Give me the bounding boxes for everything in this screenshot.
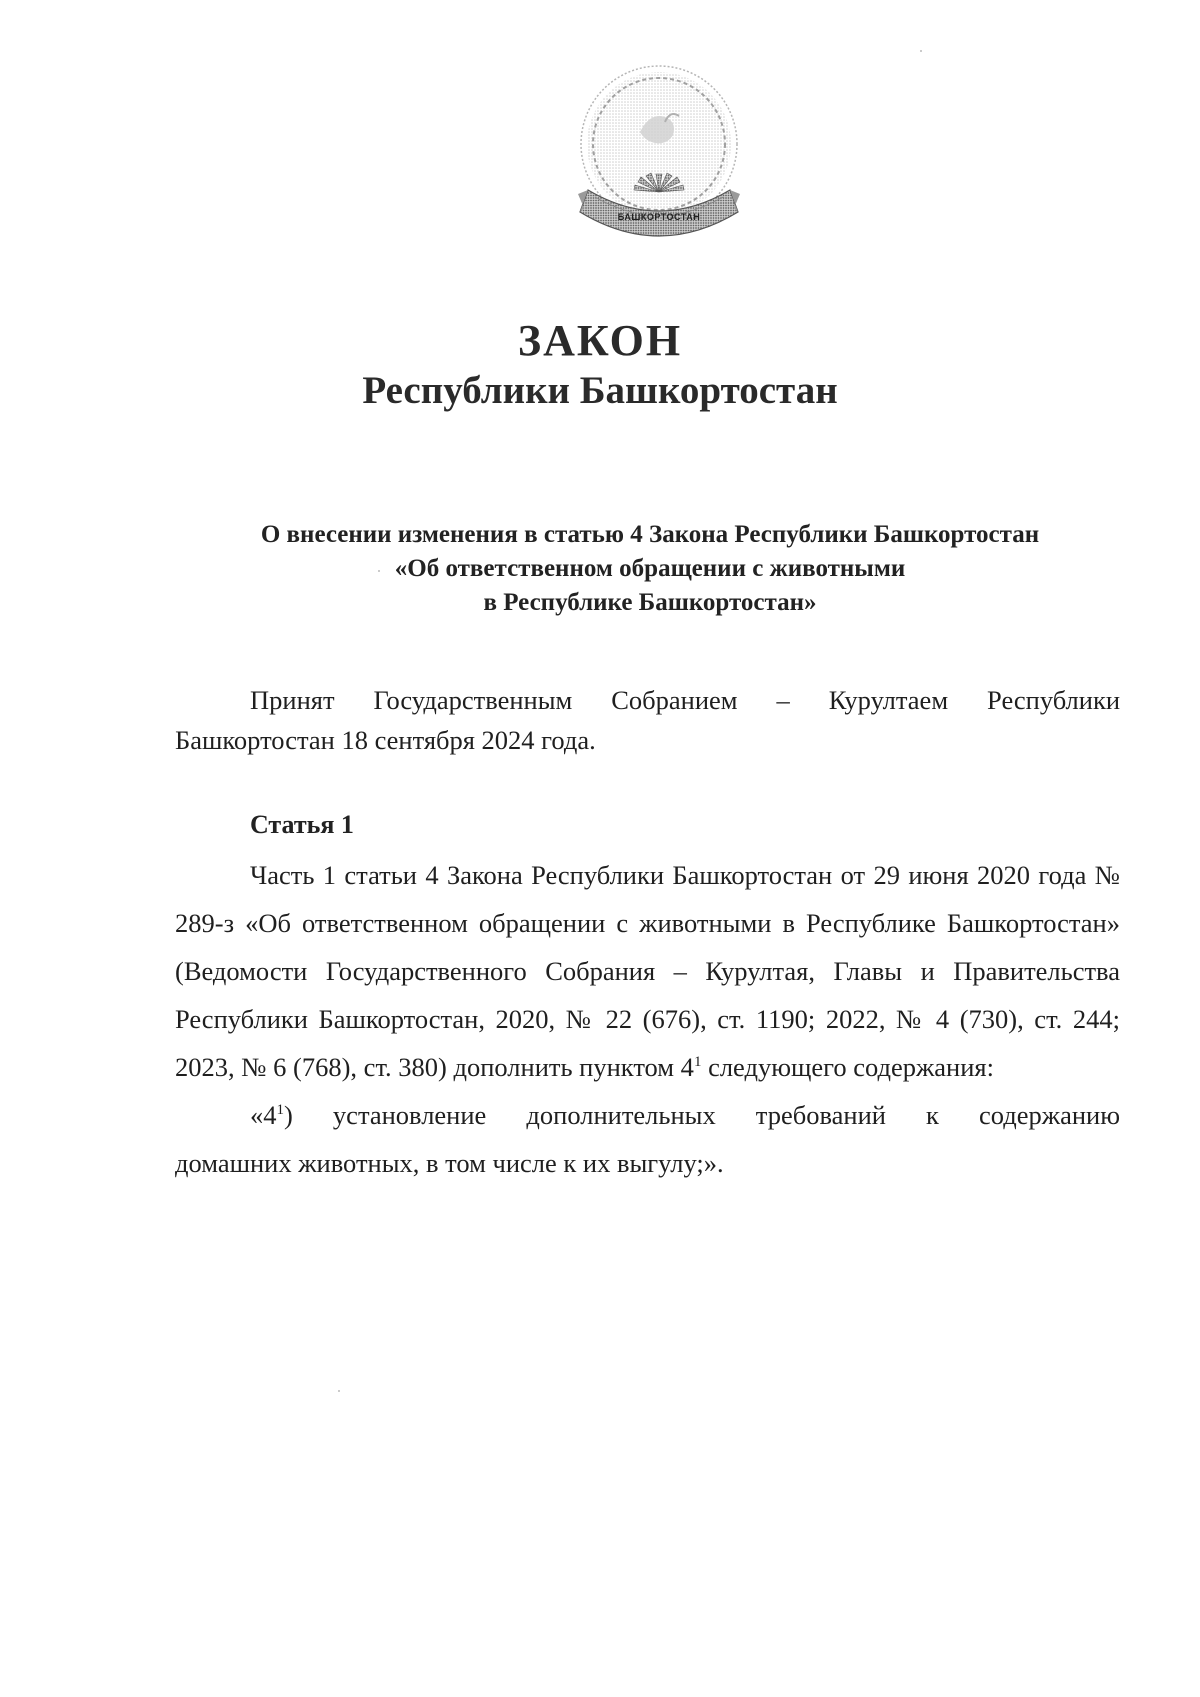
article-1-heading: Статья 1 — [250, 810, 354, 839]
article-1-quote — [175, 1091, 1120, 1187]
article-1-text-end: следующего содержания: — [708, 1052, 994, 1082]
quote-line-1 — [175, 1091, 1120, 1139]
subject-line-1: О внесении изменения в статью 4 Закона Республики Башкортостан — [260, 521, 1040, 548]
scan-speck — [378, 570, 380, 572]
document-title: ЗАКОН — [517, 316, 683, 365]
adoption-line-2: Башкортостан 18 сентября 2024 года. — [175, 725, 596, 755]
quote-superscript: 1 — [276, 1102, 284, 1119]
article-1-text: Часть 1 статьи 4 Закона Республики Башкортостан от 29 июня 2020 года № 289-з «Об ответственном обращении с животными в Республике Башкортостан» (Ведомости Государственного Собрания – Курултая, Главы и Правительства Республики Башкортостан, 2020, № 22 (676), ст. 1190; 2022, № 4 (730), ст. 244; 2023, № 6 (768), ст. 380) дополнить пунктом 4 — [175, 860, 1120, 1082]
emblem-ribbon-text: БАШКОРТОСТАН — [617, 212, 701, 222]
law-subject-heading — [170, 518, 1130, 620]
point-superscript: 1 — [693, 1054, 702, 1071]
adoption-line-1: Принят Государственным Собранием – Курултаем Республики — [250, 685, 1120, 715]
quote-open: «4 — [250, 1100, 277, 1130]
coat-of-arms-emblem — [570, 62, 748, 252]
subject-line-3: в Республике Башкортостан» — [483, 589, 817, 616]
scan-speck — [920, 50, 922, 52]
article-1-body — [175, 851, 1120, 1187]
subject-line-2: «Об ответственном обращении с животными — [394, 555, 906, 582]
document-subtitle: Республики Башкортостан — [362, 369, 838, 412]
adoption-statement — [175, 680, 1120, 760]
scan-speck — [338, 1390, 340, 1392]
quote-text-2: домашних животных, в том числе к их выгулу;». — [175, 1148, 724, 1178]
emblem-icon — [570, 62, 748, 252]
article-1-paragraph — [175, 851, 1120, 1091]
quote-text-1: ) установление дополнительных требований к содержанию — [284, 1100, 1120, 1130]
